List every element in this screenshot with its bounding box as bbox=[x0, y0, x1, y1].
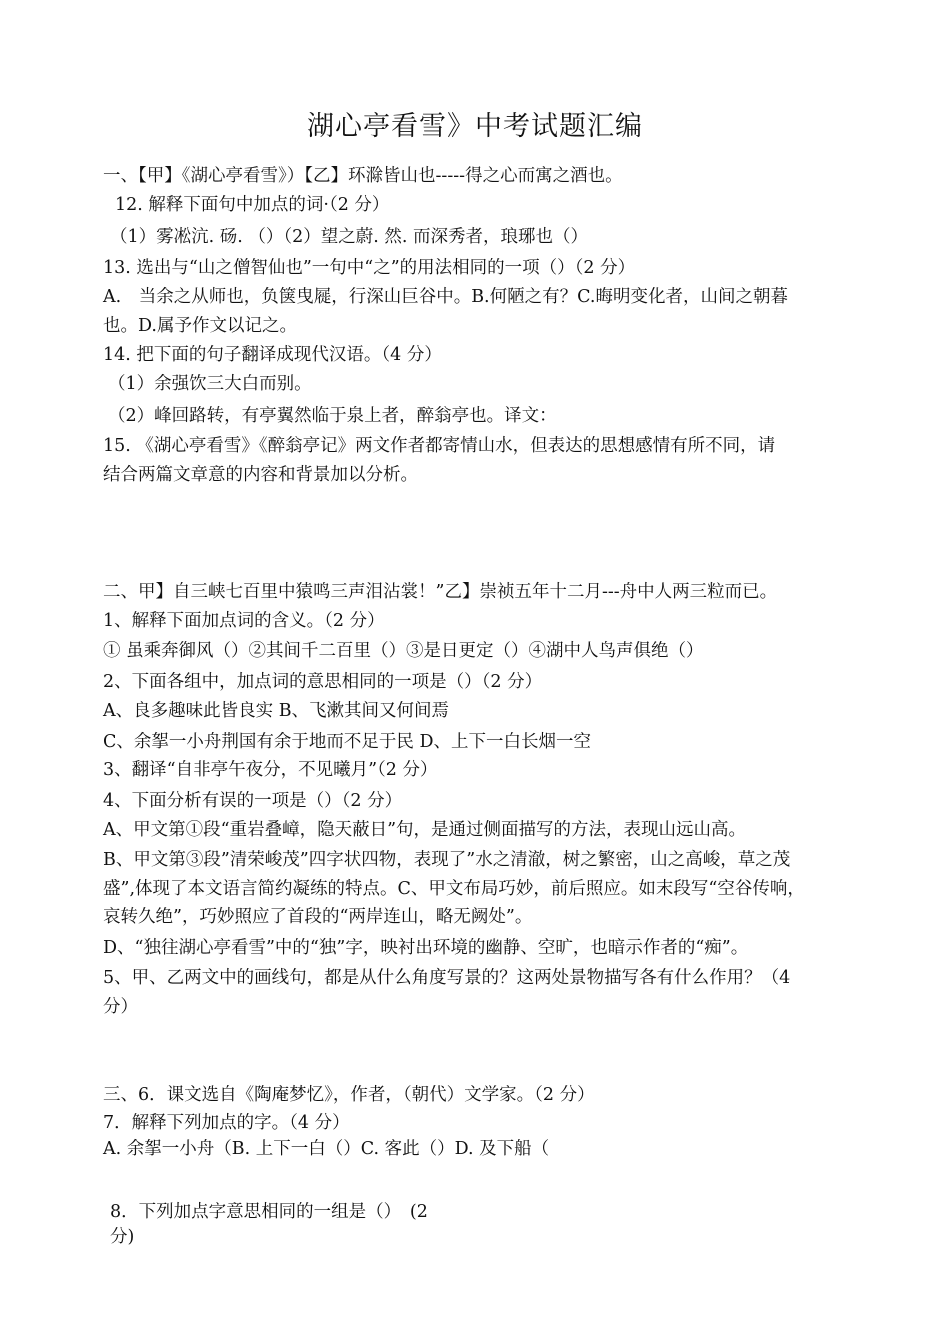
section1-header: 一、【甲】《湖心亭看雪》）【乙】环滁皆山也-----得之心而寓之酒也。 bbox=[103, 166, 623, 186]
question-s3-6: 三、6．课文选自《陶庵梦忆》，作者，（朝代）文学家。（2 分） bbox=[103, 1085, 595, 1105]
question-14-item2: （2）峰回路转，有亭翼然临于泉上者，醉翁亭也。译文： bbox=[108, 406, 557, 426]
question-s2-3: 3、翻译“自非亭午夜分，不见曦月”（2 分） bbox=[103, 760, 438, 780]
question-s2-2-options-cd: C、余挐一小舟荆国有余于地而不足于民 D、上下一白长烟一空 bbox=[103, 732, 591, 752]
question-s3-7: 7．解释下列加点的字。（4 分） bbox=[103, 1113, 350, 1133]
question-15-line1: 15. 《湖心亭看雪》《醉翁亭记》两文作者都寄情山水，但表达的思想感情有所不同，请 bbox=[103, 436, 776, 456]
question-s2-4-option-a: A、甲文第①段“重岩叠嶂，隐天蔽日”句，是通过侧面描写的方法，表现山远山高。 bbox=[103, 820, 747, 840]
question-s3-8-line1: 8．下列加点字意思相同的一组是（） (2 bbox=[110, 1202, 428, 1222]
question-s3-7-items: A. 余挐一小舟（B. 上下一白（）C. 客此（）D. 及下船（ bbox=[103, 1139, 550, 1159]
page-title: 湖心亭看雪》中考试题汇编 bbox=[307, 111, 643, 142]
question-s2-2-options-ab: A、良多趣味此皆良实 B、飞漱其间又何间焉 bbox=[103, 701, 450, 721]
question-13: 13. 选出与“山之僧智仙也”一句中“之”的用法相同的一项（）（2 分） bbox=[103, 258, 636, 278]
question-s2-2: 2、下面各组中，加点词的意思相同的一项是（）（2 分） bbox=[103, 672, 543, 692]
question-12: 12. 解释下面句中加点的词·（2 分） bbox=[115, 195, 390, 215]
question-s2-5-line1: 5、甲、乙两文中的画线句，都是从什么角度写景的？这两处景物描写各有什么作用？（4 bbox=[103, 968, 791, 988]
question-s2-5-line2: 分） bbox=[103, 997, 138, 1017]
question-15-line2: 结合两篇文章意的内容和背景加以分析。 bbox=[103, 465, 418, 485]
question-s2-1-items: ① 虽乘奔御风（）②其间千二百里（）③是日更定（）④湖中人鸟声俱绝（） bbox=[103, 641, 704, 661]
question-s2-4: 4、下面分析有误的一项是（）（2 分） bbox=[103, 791, 403, 811]
question-s2-4-option-b-line3: 哀转久绝”，巧妙照应了首段的“两岸连山，略无阙处”。 bbox=[103, 907, 533, 927]
section2-header: 二、甲】自三峡七百里中猿鸣三声泪沾裳！”乙】崇祯五年十二月---舟中人两三粒而已。 bbox=[103, 582, 778, 602]
question-12-items: （1）雾凇沆. 砀. （）（2）望之蔚. 然. 而深秀者，琅琊也（） bbox=[110, 227, 589, 247]
question-s2-4-option-d: D、“独往湖心亭看雪”中的“独”字，映衬出环境的幽静、空旷，也暗示作者的“痴”。 bbox=[103, 938, 749, 958]
question-s2-4-option-b-line2: 盛”,体现了本文语言简约凝练的特点。C、甲文布局巧妙，前后照应。如末段写“空谷传响， bbox=[103, 879, 805, 899]
question-s2-4-option-b-line1: B、甲文第③段”清荣峻茂”四字状四物，表现了”水之清澈，树之繁密，山之高峻，草之茂 bbox=[103, 850, 791, 870]
question-14-item1: （1）余强饮三大白而别。 bbox=[108, 374, 312, 394]
question-13-options-line1: A. 当余之从师也，负箧曳屣，行深山巨谷中。B.何陋之有？C.晦明变化者，山间之朝暮 bbox=[103, 287, 788, 307]
question-s3-8-line2: 分) bbox=[110, 1227, 135, 1247]
question-s2-1: 1、解释下面加点词的含义。（2 分） bbox=[103, 611, 385, 631]
question-14: 14. 把下面的句子翻译成现代汉语。（4 分） bbox=[103, 345, 442, 365]
question-13-options-line2: 也。D.属予作文以记之。 bbox=[103, 316, 297, 336]
